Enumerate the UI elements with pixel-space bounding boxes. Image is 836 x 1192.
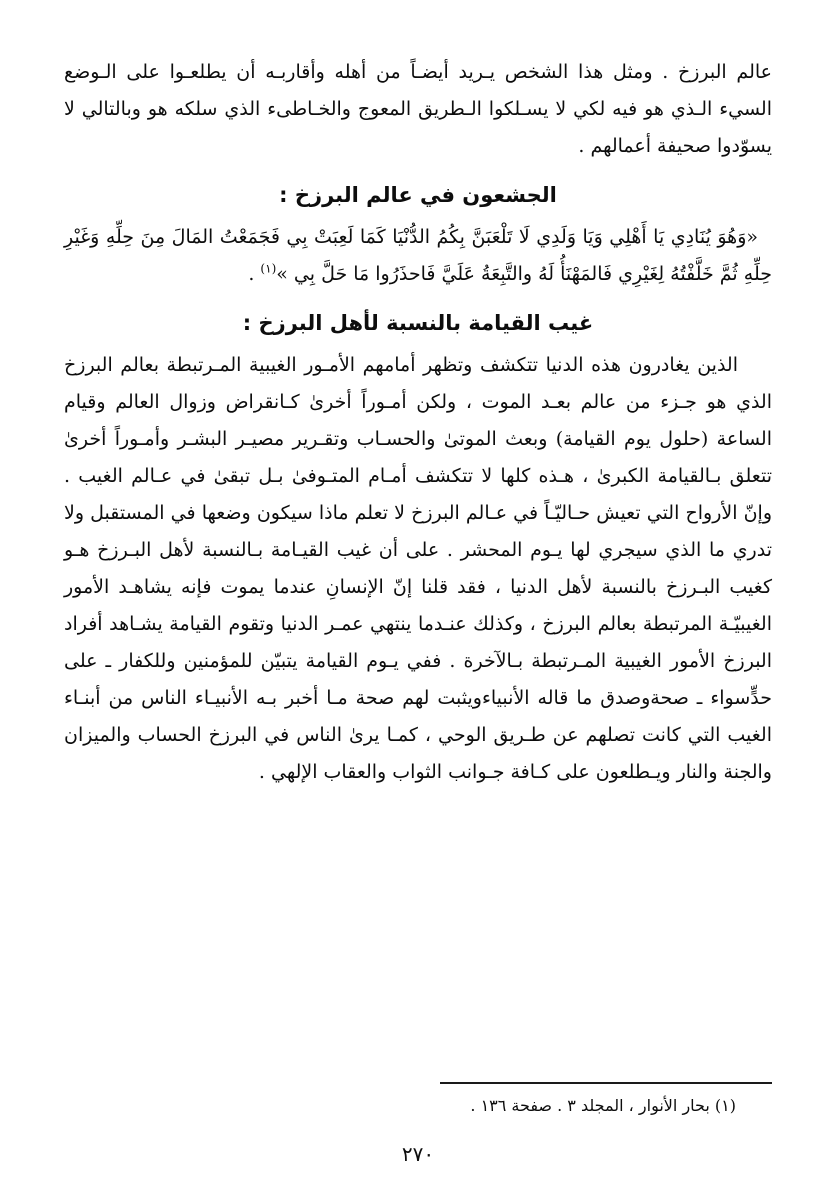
footnote-text: (١) بحار الأنوار ، المجلد ٣ . صفحة ١٣٦ . xyxy=(470,1096,736,1115)
quote-suffix: . xyxy=(248,263,261,285)
hadith-quote xyxy=(64,219,772,293)
footnote-reference: (١) xyxy=(260,261,277,276)
main-paragraph: الذين يغادرون هذه الدنيا تتكشف وتظهر أمامهم الأمـور الغيبية المـرتبطة بعالم البرزخ الذي هو جـزء من عالم بعـد الموت ، ولكن أمـوراً أخرىٰ كـانقراض وزوال العالم وقيام الساعة (حلول يوم القيامة) وبعث الموتىٰ والحسـاب وتقـرير مصيـر البشـر وأمـوراً أخرىٰ تتعلق بـالقيامة الكبرىٰ ، هـذه كلها لا تتكشف أمـام المتـوفىٰ بـل تبقىٰ في عـالم الغيب . وإنّ الأرواح التي تعيش حـاليّـاً في عـالم البرزخ لا تعلم ماذا سيكون وضعها في المستقبل ولا تدري ما الذي سيجري لها يـوم المحشر . على أن غيب القيـامة بـالنسبة لأهل البـرزخ هـو كغيب البـرزخ بالنسبة لأهل الدنيا ، فقد قلنا إنّ الإنسانِ عندما يموت فإنه يشاهـد الأمور الغيبيّـة المرتبطة بعالم البرزخ ، وكذلك عنـدما ينتهي عمـر الدنيا وتقوم القيامة يشـاهد أفراد البرزخ الأمور الغيبية المـرتبطة بـالآخرة . ففي يـوم القيامة يتبيّن للمؤمنين وللكفار ـ على حدٍّسواء ـ صحةوصدق ما قاله الأنبياءويثبت لهم صحة مـا أخبر بـه الأنبيـاء الناس من أبنـاء الغيب التي كانت تصلهم عن طـريق الوحي ، كمـا يرىٰ الناس في البرزخ الحساب والميزان والجنة والنار ويـطلعون على كـافة جـوانب الثواب والعقاب الإلهي . xyxy=(64,354,772,783)
section-heading-2: غيب القيامة بالنسبة لأهل البرزخ : xyxy=(242,311,594,335)
section-heading-1: الجشعون في عالم البرزخ : xyxy=(279,183,557,207)
page-footer xyxy=(64,1082,772,1166)
footnote-divider xyxy=(440,1082,772,1084)
flex-spacer xyxy=(64,791,772,1082)
quote-text: «وَهُوَ يُنَادِي يَا أَهْلِي وَيَا وَلَدِي لَا تَلْعَبَنَّ بِكُمُ الدُّنْيَا كَمَا لَعِبَتْ بِي فَجَمَعْتُ المَالَ مِنَ حِلِّهِ وَغَيْرِ حِلِّهِ ثُمَّ خَلَّفْتُهُ لِغَيْرِي فَالمَهْنَأُ لَهُ والتَّبِعَةُ عَلَيَّ فَاحذَرُوا مَا حَلَّ بِي » xyxy=(64,226,772,285)
paragraph-continuation: عالم البرزخ . ومثل هذا الشخص يـريد أيضـاً من أهله وأقاربـه أن يطلعـوا على الـوضع السيء الـذي هو فيه لكي لا يسـلكوا الـطريق المعوج والخـاطىء الذي سلكه هو وبالتالي لا يسوّدوا صحيفة أعمالهم . xyxy=(64,61,772,157)
page-number: ٢٧٠ xyxy=(401,1142,435,1166)
page-body xyxy=(64,54,772,791)
